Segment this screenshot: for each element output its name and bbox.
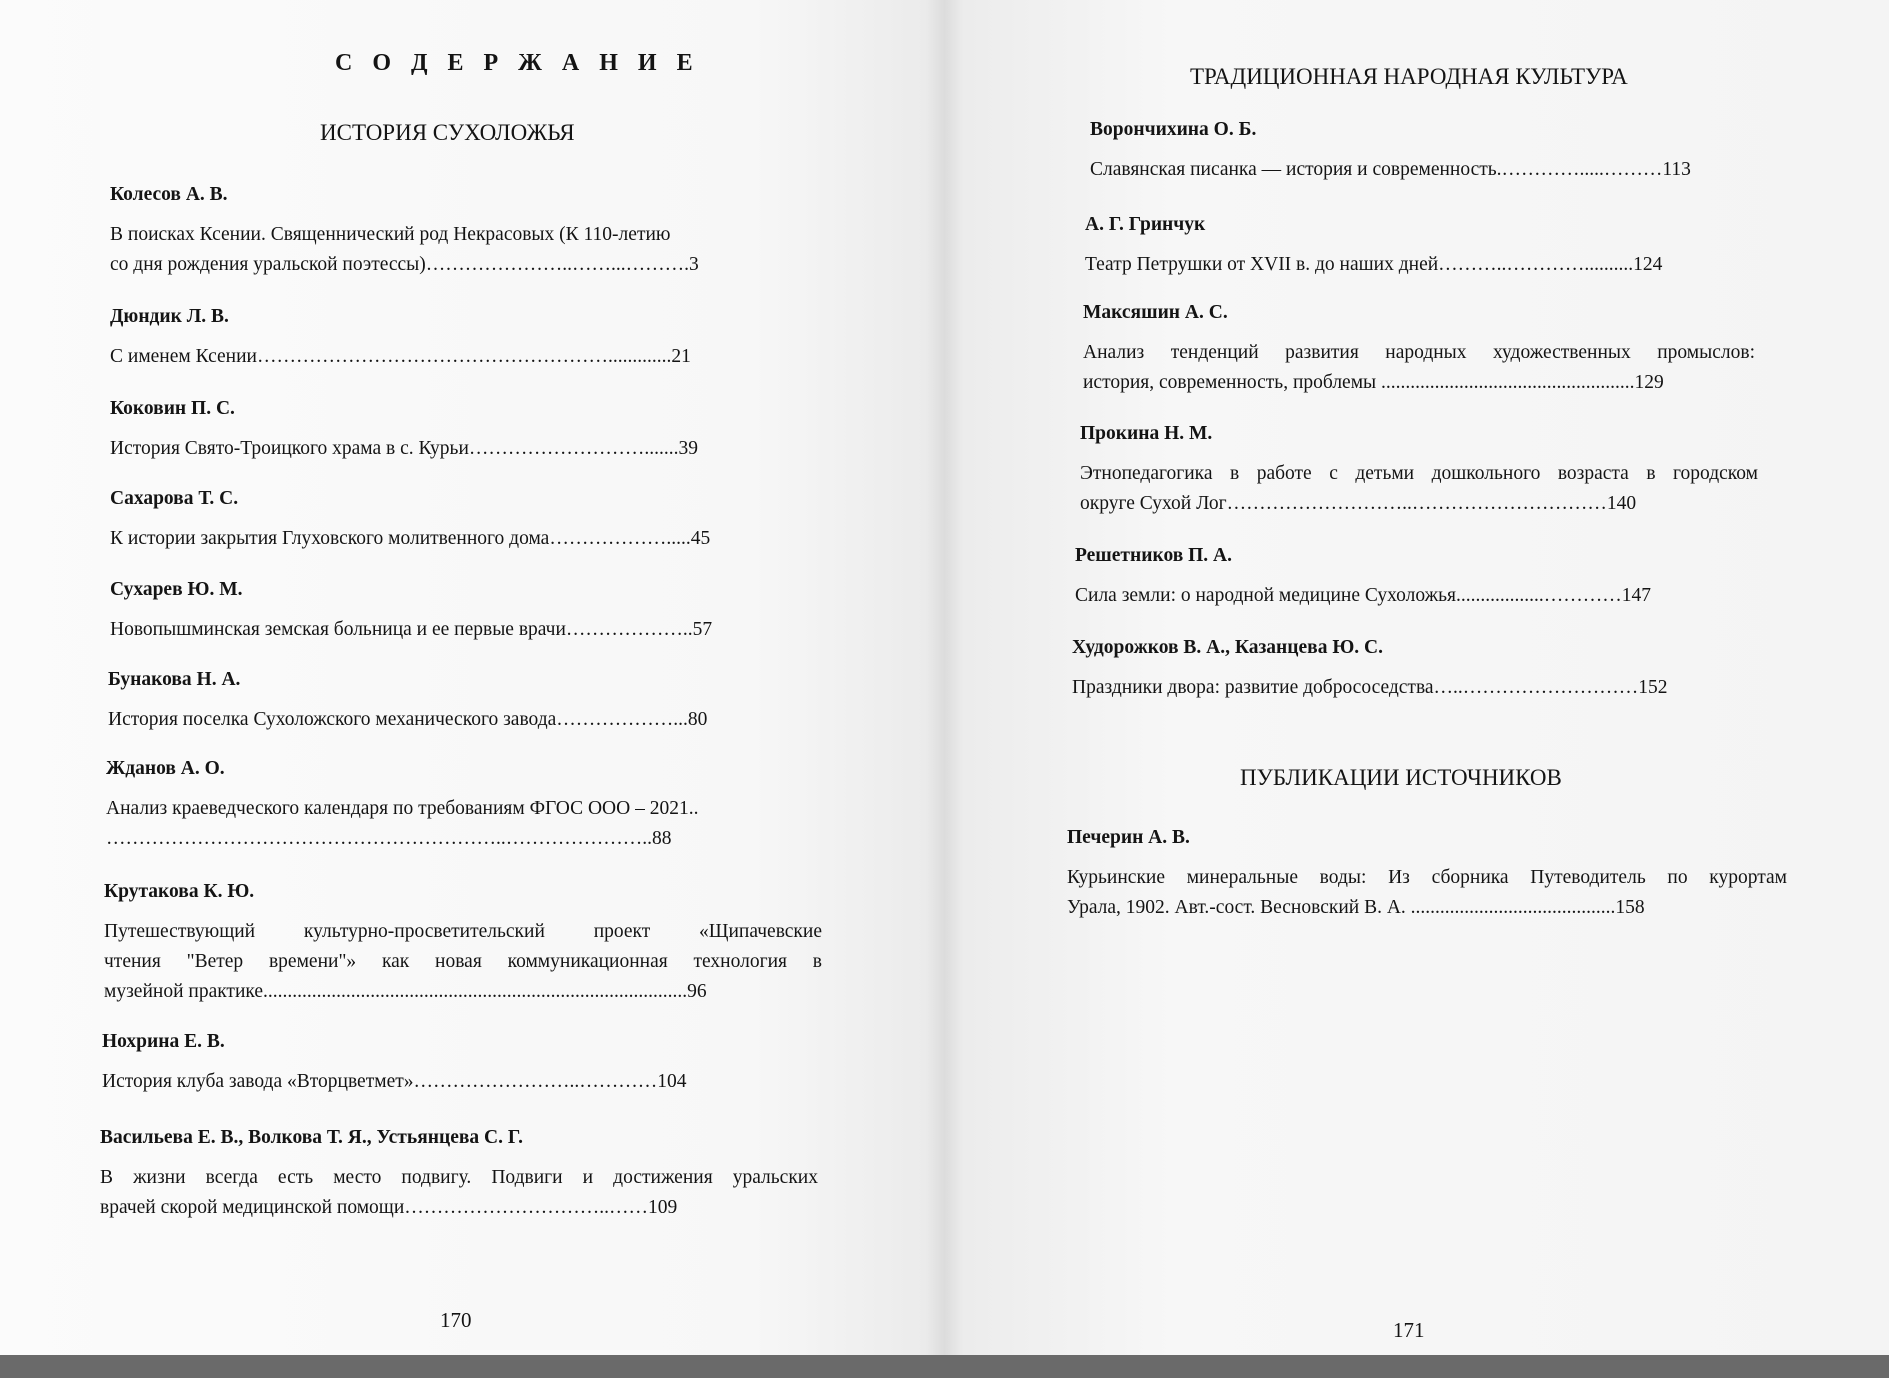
toc-entry (1080, 419, 1758, 519)
contents-heading: С О Д Е Р Ж А Н И Е (335, 50, 700, 76)
toc-entry (110, 484, 825, 554)
entry-author: Ворончихина О. Б. (1090, 119, 1257, 140)
entry-title: Славянская писанка — история и современность.………….....………113 (1090, 159, 1691, 180)
entry-title: Этнопедагогика в работе с детьми дошкольного возраста в городском округе Сухой Лог………………………..…………………………140 (1080, 463, 1758, 514)
page-number: 170 (440, 1308, 472, 1332)
entry-author: Максяшин А. С. (1083, 302, 1228, 323)
entry-title: Праздники двора: развитие добрососедства…..………………………152 (1072, 677, 1668, 698)
toc-entry (100, 1123, 818, 1223)
toc-entry (110, 394, 825, 464)
page-number: 171 (1393, 1318, 1425, 1342)
toc-entry (106, 754, 821, 854)
entry-title: История Свято-Троицкого храма в с. Курьи……………………….......39 (110, 438, 698, 459)
entry-title: В жизни всегда есть место подвигу. Подвиги и достижения уральских врачей скорой медицинской помощи…………………………..……109 (100, 1167, 818, 1218)
entry-author: Коковин П. С. (110, 398, 235, 419)
toc-entry (110, 302, 825, 372)
entry-title: Путешествующий культурно-просветительский проект «Щипачевские чтения "Ветер времени"» как новая коммуникационная технология в музейной практике.......................................................................................96 (104, 921, 822, 1002)
toc-entry (110, 180, 815, 280)
entry-author: Колесов А. В. (110, 184, 228, 205)
entry-title: Театр Петрушки от XVII в. до наших дней………..…………..........124 (1085, 254, 1663, 275)
entry-author: Печерин А. В. (1067, 827, 1190, 848)
toc-entry (1090, 115, 1750, 185)
entry-author: Сахарова Т. С. (110, 488, 239, 509)
entry-title: Новопышминская земская больница и ее первые врачи………………..57 (110, 619, 713, 640)
toc-entry (1075, 541, 1747, 611)
entry-title: Анализ краеведческого календаря по требованиям ФГОС ООО – 2021.. ……………………………………………………..…………………..88 (106, 798, 699, 849)
toc-entry (104, 877, 822, 1007)
section-title-folk-culture: ТРАДИЦИОННАЯ НАРОДНАЯ КУЛЬТУРА (1190, 64, 1628, 89)
entry-title: Сила земли: о народной медицине Сухоложья..................…………147 (1075, 585, 1651, 606)
entry-title: В поисках Ксении. Священнический род Некрасовых (К 110-летию со дня рождения уральской поэтессы)…………………..……...……….3 (110, 224, 699, 275)
scanner-edge (0, 1355, 1889, 1378)
entry-title: История поселка Сухоложского механического завода………………...80 (108, 709, 708, 730)
section-title-publications: ПУБЛИКАЦИИ ИСТОЧНИКОВ (1240, 765, 1562, 790)
toc-entry (108, 665, 823, 735)
entry-author: Решетников П. А. (1075, 545, 1232, 566)
entry-author: Дюндик Л. В. (110, 306, 229, 327)
toc-entry (1083, 298, 1755, 398)
right-page (935, 0, 1889, 1355)
entry-author: Васильева Е. В., Волкова Т. Я., Устьянцева С. Г. (100, 1127, 523, 1148)
entry-author: А. Г. Гринчук (1085, 214, 1206, 235)
toc-entry (1067, 823, 1787, 923)
toc-entry (102, 1027, 820, 1097)
entry-author: Нохрина Е. В. (102, 1031, 225, 1052)
entry-title: Курьинские минеральные воды: Из сборника Путеводитель по курортам Урала, 1902. Авт.-сост. Весновский В. А. ..........................................158 (1067, 867, 1787, 918)
entry-title: К истории закрытия Глуховского молитвенного дома……………….....45 (110, 528, 711, 549)
entry-author: Худорожков В. А., Казанцева Ю. С. (1072, 637, 1384, 658)
entry-author: Прокина Н. М. (1080, 423, 1213, 444)
entry-author: Крутакова К. Ю. (104, 881, 255, 902)
toc-entry (1072, 633, 1750, 703)
entry-title: С именем Ксении……………………………………………….............21 (110, 346, 691, 367)
entry-title: История клуба завода «Вторцветмет»……………………..…………104 (102, 1071, 687, 1092)
entry-author: Жданов А. О. (106, 758, 225, 779)
toc-entry (1085, 210, 1750, 280)
entry-title: Анализ тенденций развития народных художественных промыслов: история, современность, проблемы ....................................................129 (1083, 342, 1755, 393)
toc-entry (110, 575, 825, 645)
left-page (0, 0, 935, 1355)
entry-author: Сухарев Ю. М. (110, 579, 243, 600)
section-title-history: ИСТОРИЯ СУХОЛОЖЬЯ (320, 120, 575, 145)
entry-author: Бунакова Н. А. (108, 669, 241, 690)
